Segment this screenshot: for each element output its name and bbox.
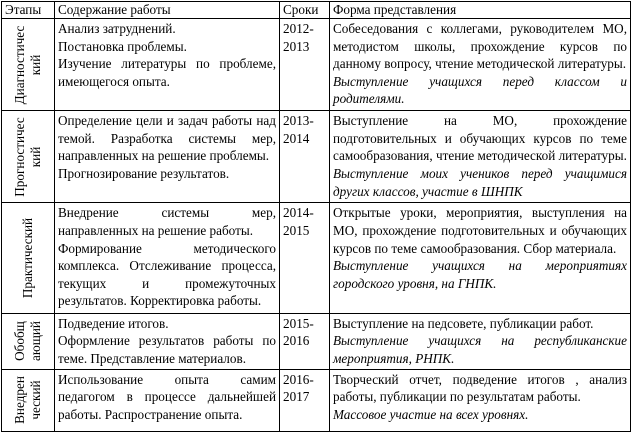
header-period: Сроки bbox=[280, 2, 330, 19]
table-row bbox=[2, 203, 631, 313]
stage-label: Диагностичес кий bbox=[12, 25, 43, 104]
form-cell bbox=[330, 203, 631, 313]
content-line: Изучение литературы по проблеме, имеющегося опыта. bbox=[58, 56, 276, 89]
form-cell bbox=[330, 313, 631, 369]
stage-cell bbox=[2, 111, 55, 203]
form-cell bbox=[330, 111, 631, 203]
period-cell: 2014- 2015 bbox=[280, 203, 330, 313]
content-cell bbox=[55, 203, 280, 313]
content-line: Прогнозирование результатов. bbox=[58, 166, 230, 182]
stage-cell bbox=[2, 203, 55, 313]
stage-cell bbox=[2, 313, 55, 369]
content-cell bbox=[55, 19, 280, 111]
content-line: Оформление результатов работы по теме. Представление материалов. bbox=[58, 333, 276, 366]
period-cell: 2012- 2013 bbox=[280, 19, 330, 111]
stage-label: Прогностичес кий bbox=[12, 117, 43, 197]
form-italic-text: Выступление моих учеников перед учащимися других классов, участие в ШНПК bbox=[333, 166, 627, 199]
content-cell bbox=[55, 111, 280, 203]
table-row bbox=[2, 19, 631, 111]
form-text: Выступление на МО, прохождение подготовительных и обучающих курсов по теме самообразования, чтение методической литературы. bbox=[333, 113, 627, 164]
content-line: Внедрение системы мер, направленных на решение работы. bbox=[58, 205, 276, 239]
form-text: Открытые уроки, мероприятия, выступления на МО, прохождение подготовительных и обучающих курсов по теме самообразования. Сбор материала. bbox=[333, 205, 627, 256]
table-row bbox=[2, 369, 631, 431]
table-row bbox=[2, 313, 631, 369]
form-italic-text: Массовое участие на всех уровнях. bbox=[333, 407, 529, 422]
table-header-row bbox=[2, 2, 631, 19]
period-cell: 2015- 2016 bbox=[280, 313, 330, 369]
stage-cell bbox=[2, 369, 55, 431]
content-line: Подведение итогов. bbox=[58, 315, 169, 331]
content-line: Определение цели и задач работы над темой. Разработка системы мер, направленных на решение проблемы. bbox=[58, 113, 276, 164]
header-content: Содержание работы bbox=[55, 2, 280, 19]
form-text: Творческий отчет, подведение итогов , анализ работы, публикации по результатам работы. bbox=[333, 371, 627, 405]
content-line: Формирование методического комплекса. Отслеживание процесса, текущих и промежуточных результатов. Корректировка работы. bbox=[58, 240, 276, 309]
header-form: Форма представления bbox=[330, 2, 631, 19]
period-cell: 2016- 2017 bbox=[280, 369, 330, 431]
content-line: Использование опыта самим педагогом в процессе дальнейшей работы. Распространение опыта. bbox=[58, 371, 276, 422]
work-plan-table bbox=[1, 1, 631, 432]
form-text: Выступление на педсовете, публикации работ. bbox=[333, 315, 594, 331]
period-cell: 2013- 2014 bbox=[280, 111, 330, 203]
stage-cell bbox=[2, 19, 55, 111]
header-stages: Этапы bbox=[2, 2, 55, 19]
stage-label: Обобщ ающий bbox=[12, 321, 43, 362]
form-italic-text: Выступление учащихся на мероприятиях городского уровня, на ГНПК. bbox=[333, 258, 627, 291]
stage-label: Внедрен ческий bbox=[12, 376, 43, 425]
form-cell bbox=[330, 369, 631, 431]
form-italic-text: Выступление учащихся на республиканские мероприятия, РНПК. bbox=[333, 333, 627, 366]
content-line: Анализ затруднений. bbox=[58, 21, 176, 37]
content-cell bbox=[55, 369, 280, 431]
table-row bbox=[2, 111, 631, 203]
content-cell bbox=[55, 313, 280, 369]
content-line: Постановка проблемы. bbox=[58, 38, 187, 54]
form-italic-text: Выступление учащихся перед классом и родителями. bbox=[333, 73, 627, 107]
stage-label: Практический bbox=[20, 217, 35, 299]
form-cell bbox=[330, 19, 631, 111]
form-text: Собеседования с коллегами, руководителем МО, методистом школы, прохождение курсов по данному вопросу, чтение методической литературы. bbox=[333, 21, 627, 72]
